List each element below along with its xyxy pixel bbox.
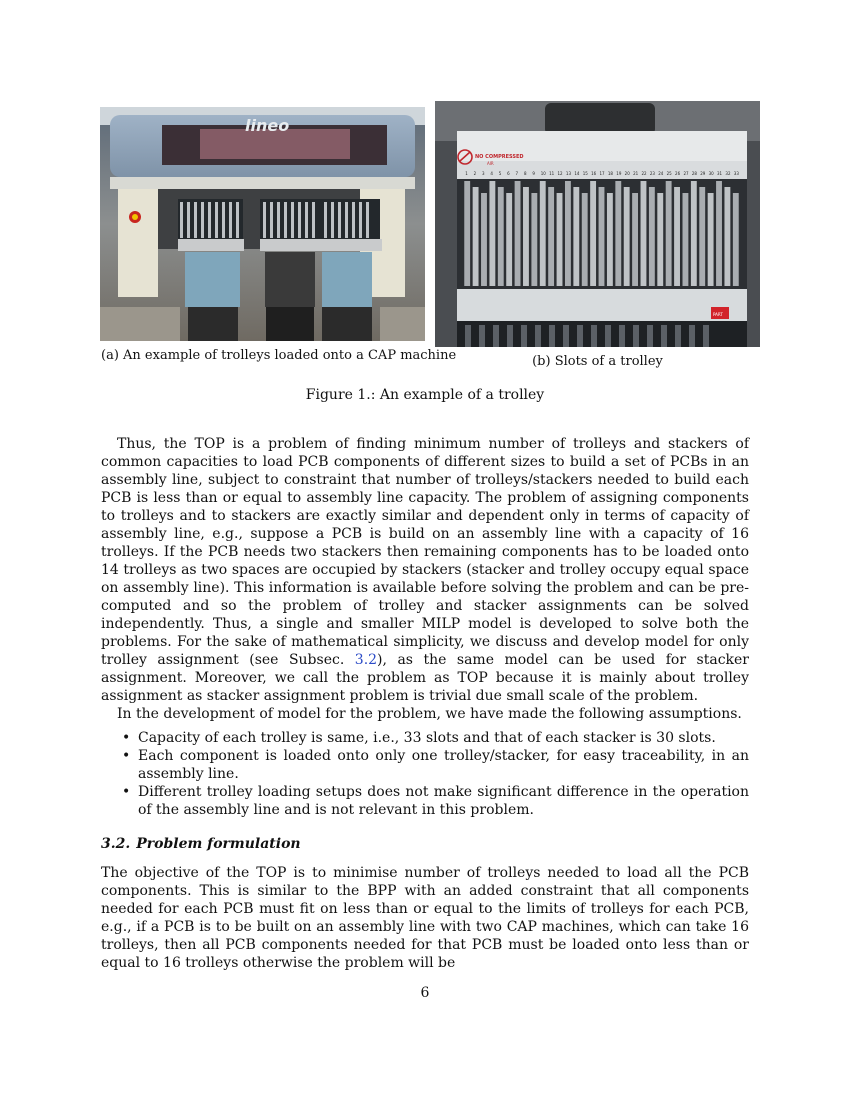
slot-strip	[590, 181, 596, 286]
figure-photo-cap-machine	[100, 107, 425, 341]
slot-number: 12	[557, 171, 563, 176]
subsection-number: 3.2.	[101, 836, 131, 852]
paragraph-1-part-b: ), as the same model can be used for stacker assignment. Moreover, we call the problem as TOP because it is mainly about trolley assignment as stacker assignment problem is trivial due small scale of the problem.	[101, 652, 749, 704]
slot-number: 15	[582, 171, 588, 176]
slot-strip	[515, 181, 521, 286]
slot-number: 18	[607, 171, 613, 176]
slot-strip	[691, 181, 697, 286]
slot-strip	[582, 193, 588, 286]
list-item: • Each component is loaded onto only one trolley/stacker, for easy traceability, in an assembly line.	[138, 747, 749, 783]
slot-strip	[724, 187, 730, 286]
slot-strip	[733, 193, 739, 286]
slot-number: 11	[549, 171, 555, 176]
figure-caption-a: (a) An example of trolleys loaded onto a CAP machine	[101, 348, 457, 363]
slot-number: 25	[666, 171, 672, 176]
list-item: • Capacity of each trolley is same, i.e., 33 slots and that of each stacker is 30 slots.	[138, 729, 749, 747]
slot-number: 33	[733, 171, 739, 176]
slot-number: 26	[675, 171, 681, 176]
paragraph-2: In the development of model for the problem, we have made the following assumptions.	[117, 706, 742, 722]
slot-strip	[565, 181, 571, 286]
slot-number: 13	[565, 171, 572, 176]
slot-number: 20	[624, 171, 630, 176]
slot-number: 19	[616, 171, 622, 176]
slot-strip	[716, 181, 722, 286]
slot-strip	[699, 187, 705, 286]
trolley-warning-label: NO COMPRESSED	[475, 154, 524, 160]
slot-number: 24	[658, 171, 664, 176]
assumptions-list	[101, 729, 749, 819]
figure-photo-trolley-slots	[435, 101, 760, 347]
slot-number: 28	[691, 171, 697, 176]
slot-number: 2	[473, 171, 477, 176]
slot-strip	[531, 193, 537, 286]
slot-strip	[464, 181, 470, 286]
slot-number: 7	[515, 171, 519, 176]
cap-machine-illustration	[100, 107, 425, 341]
slot-number: 27	[683, 171, 689, 176]
body-section	[101, 435, 749, 819]
slot-strip	[498, 187, 504, 286]
slot-strip	[683, 193, 689, 286]
slot-number: 22	[641, 171, 647, 176]
slot-strip	[649, 187, 655, 286]
slot-strip	[624, 187, 630, 286]
slot-number: 1	[465, 171, 468, 176]
slot-strip	[506, 193, 512, 286]
list-item: • Different trolley loading setups does not make significant difference in the operation of the assembly line and is not relevant in this problem.	[138, 783, 749, 819]
slot-number: 23	[649, 171, 655, 176]
figure-main-caption: Figure 1.: An example of a trolley	[305, 387, 545, 403]
slot-number: 16	[591, 171, 597, 176]
slot-strip	[557, 193, 563, 286]
paragraph-3: The objective of the TOP is to minimise number of trolleys needed to load all the PCB components. This is similar to the BPP with an added constraint that all components needed for each PCB must fit on less than or equal to the limits of trolleys for each PCB, e.g., if a PCB is to be built on an assembly line with two CAP machines, which can take 16 trolleys, then all PCB components needed for that PCB must be loaded onto less than or equal to 16 trolleys otherwise the problem will be	[101, 865, 749, 971]
trolley-warning-sublabel: AIR	[487, 161, 494, 166]
slot-number: 31	[717, 171, 723, 176]
slot-strip	[657, 193, 663, 286]
slot-strip	[540, 181, 546, 286]
slot-strip	[666, 181, 672, 286]
page-number: 6	[420, 985, 430, 1001]
slot-number: 30	[708, 171, 714, 176]
paragraph-1	[101, 435, 749, 705]
slot-number: 8	[523, 171, 527, 176]
slot-strip	[708, 193, 714, 286]
slot-number: 17	[599, 171, 605, 176]
slot-number: 9	[532, 171, 535, 176]
machine-logo: lineo	[245, 116, 290, 135]
slot-strip	[607, 193, 613, 286]
figure-caption-b: (b) Slots of a trolley	[532, 354, 663, 369]
slot-number: 3	[481, 171, 485, 176]
slot-strip	[548, 187, 554, 286]
slot-number: 32	[725, 171, 731, 176]
subsection-heading	[101, 836, 301, 852]
slot-number: 29	[700, 171, 706, 176]
slot-strip	[632, 193, 638, 286]
slot-strip	[674, 187, 680, 286]
paragraph-3-block	[101, 864, 749, 972]
slot-strip	[615, 181, 621, 286]
slot-number: 4	[490, 171, 493, 176]
slot-number: 21	[633, 171, 639, 176]
part-sticker-label: PART	[713, 312, 723, 317]
slot-strip	[641, 181, 647, 286]
slot-number: 14	[574, 171, 580, 176]
trolley-slots-illustration	[435, 101, 760, 347]
slot-strip	[481, 193, 487, 286]
subsection-reference-link[interactable]: 3.2	[354, 652, 378, 668]
slot-number: 5	[498, 171, 502, 176]
slot-strip	[523, 187, 529, 286]
slot-strip	[489, 181, 495, 286]
slot-strip	[473, 187, 479, 286]
slot-number: 10	[540, 171, 546, 176]
slot-number: 6	[507, 171, 510, 176]
paragraph-1-part-a: Thus, the TOP is a problem of finding minimum number of trolleys and stackers of common capacities to load PCB components of different sizes to build a set of PCBs in an assembly line, subject to constraint that number of trolleys/stackers needed to build each PCB is less than or equal to assembly line capacity. The problem of assigning components to trolleys and to stackers are exactly similar and dependent only in terms of capacity of assembly line, e.g., suppose a PCB is build on an assembly line with a capacity of 16 trolleys. If the PCB needs two stackers then remaining components has to be loaded onto 14 trolleys as two spaces are occupied by stackers (stacker and trolley occupy equal space on assembly line). This information is available before solving the problem and can be pre-computed and so the problem of trolley and stacker assignments can be solved independently. Thus, a single and smaller MILP model is developed to solve both the problems. For the sake of mathematical simplicity, we discuss and develop model for only trolley assignment (see Subsec.	[101, 436, 749, 668]
subsection-title: Problem formulation	[136, 836, 301, 852]
slot-strip	[573, 187, 579, 286]
slot-strip	[599, 187, 605, 286]
